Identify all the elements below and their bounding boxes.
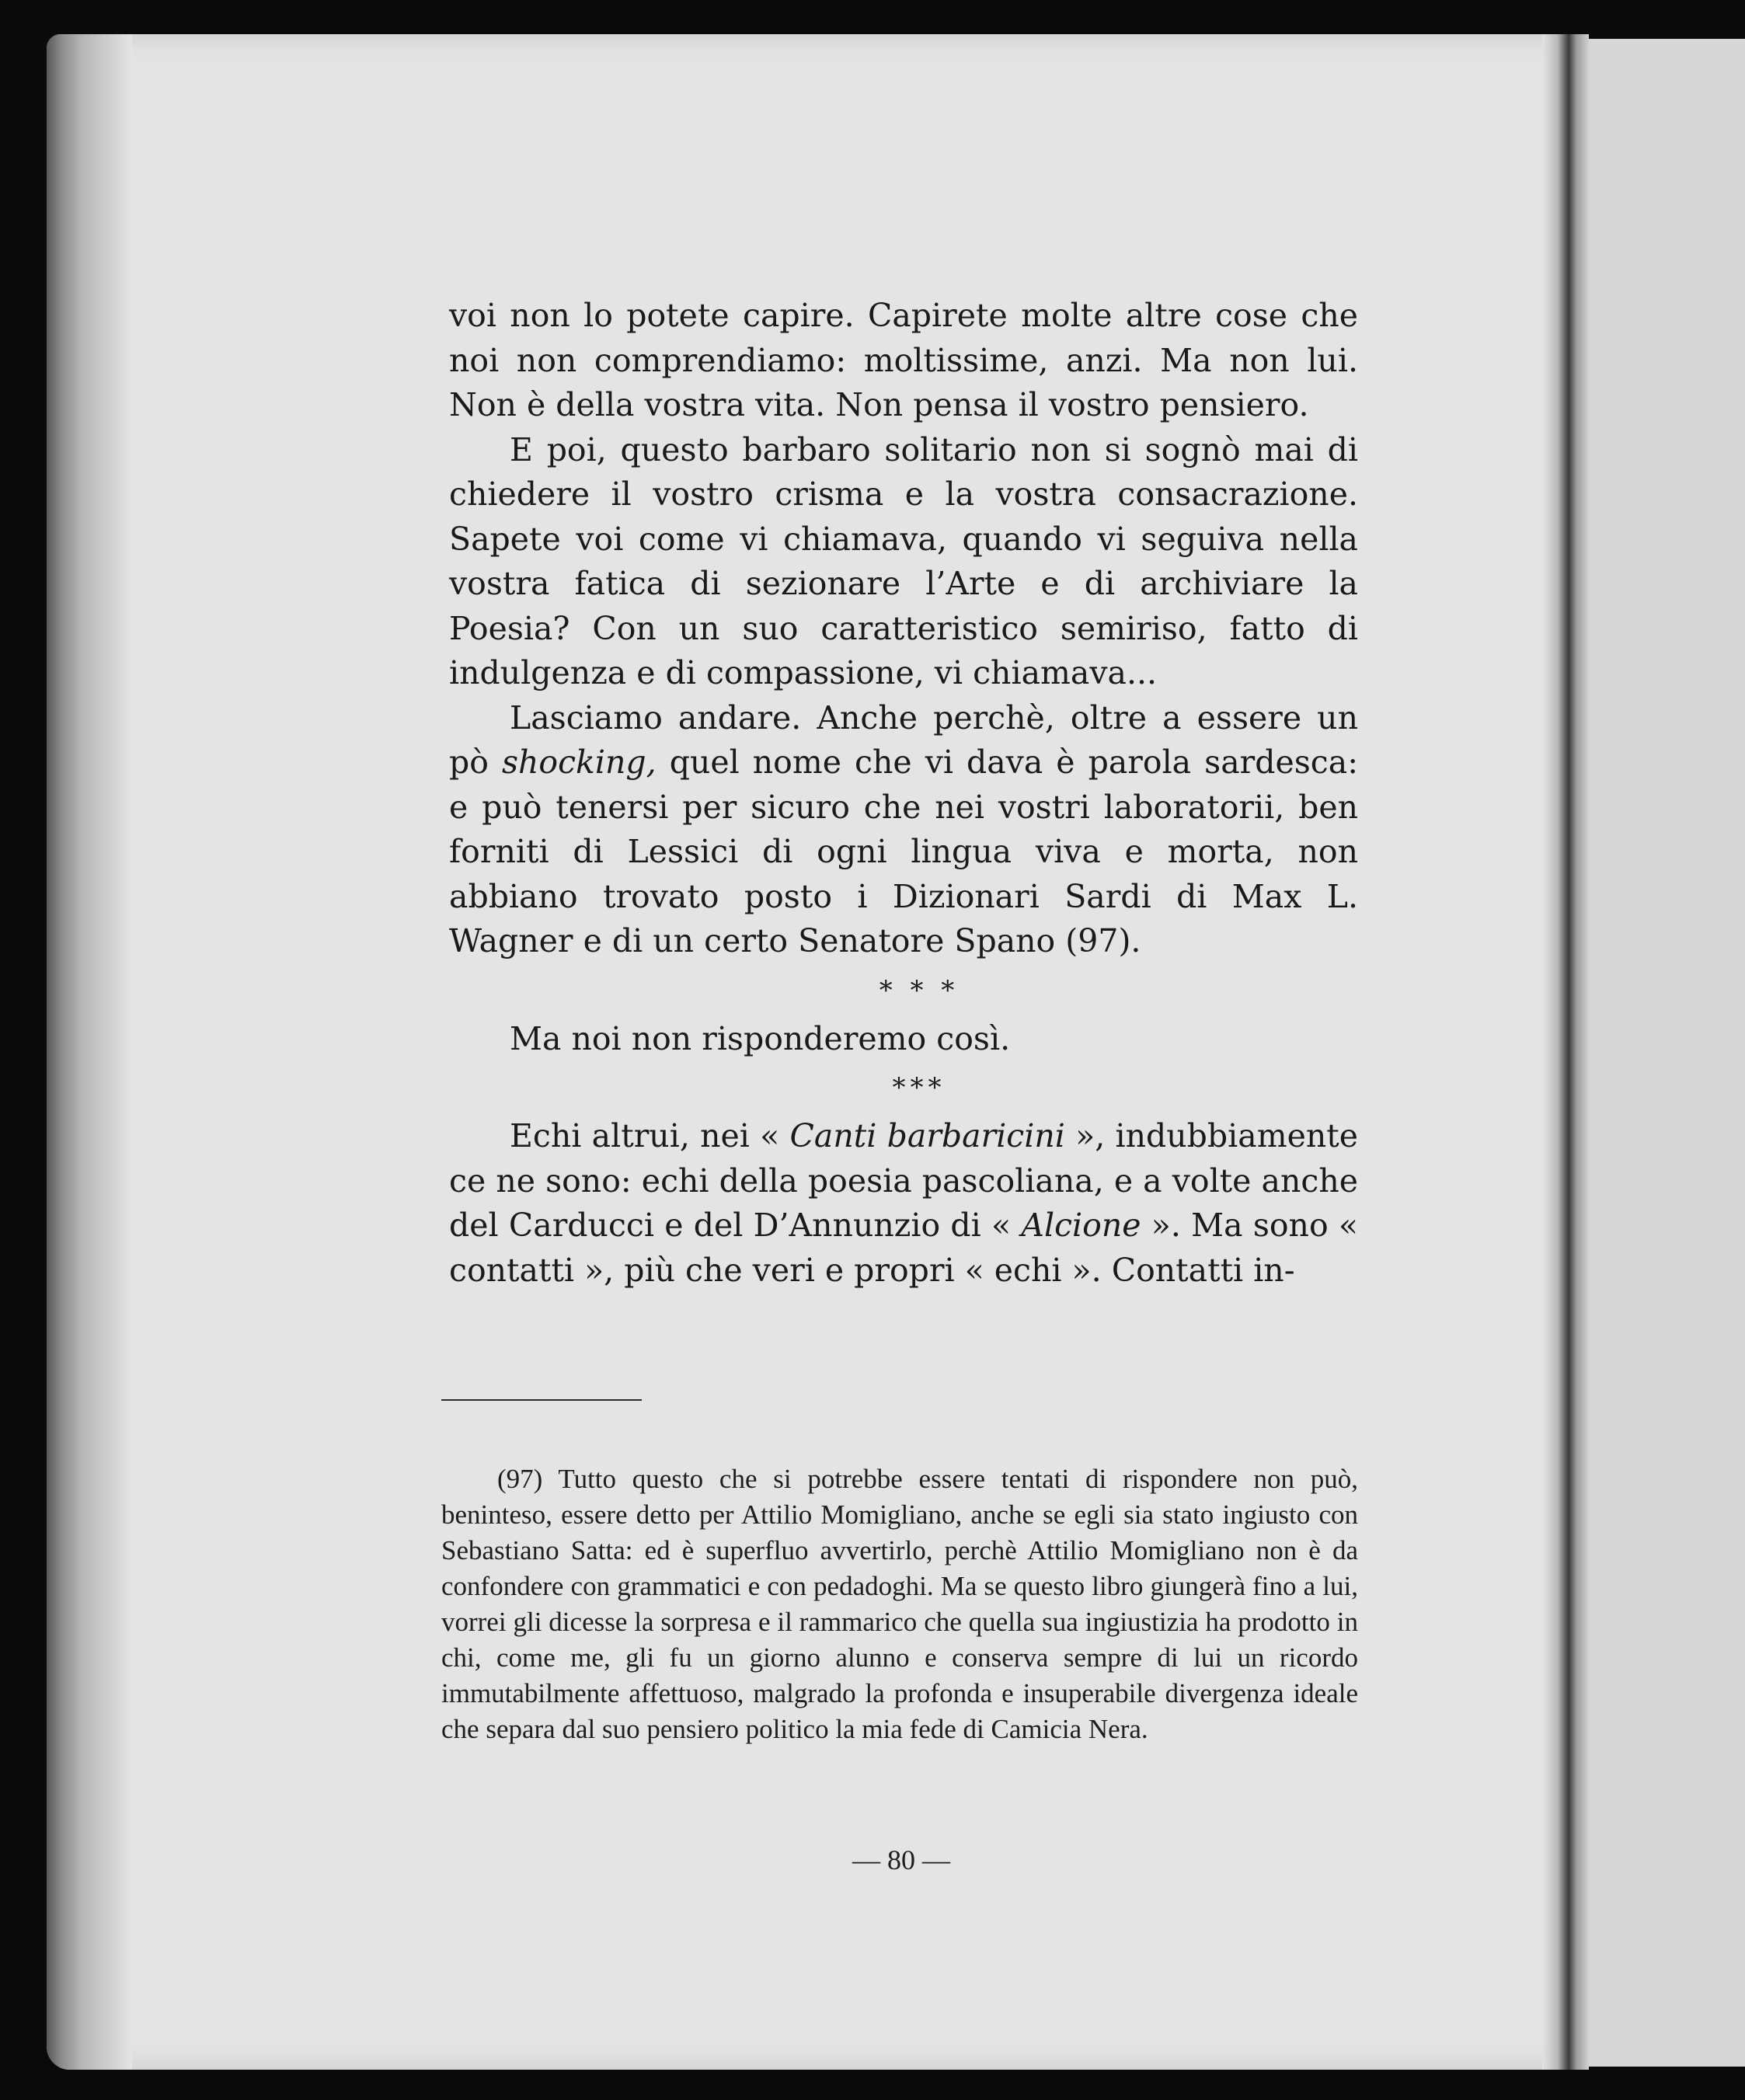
- body-paragraph: [449, 1017, 1358, 1062]
- book-gutter: [1542, 34, 1589, 2070]
- text-run: ». Ma sono « contatti », più che veri e propri « echi ». Contatti in-: [449, 1207, 1358, 1289]
- text-run: E poi, questo barbaro solitario non si sognò mai di chiedere il vostro crisma e la vostra consacrazione. Sapete voi come vi chiamava, quando vi seguiva nella vostra fatica di sezionare l’Arte e di archiviare la Poesia? Con un suo caratteristico semiriso, fatto di indulgenza e di compassione, vi chiamava...: [449, 430, 1358, 691]
- footnote-97: (97) Tutto questo che si potrebbe essere tentati di rispondere non può, beninteso, essere detto per Attilio Momigliano, anche se egli sia stato ingiusto con Sebastiano Satta: ed è superfluo avvertirlo, perchè Attilio Momigliano non è da confondere con grammatici e con pedadoghi. Ma se questo libro giungerà fino a lui, vorrei gli dicesse la sorpresa e il rammarico che quella sua ingiustizia ha prodotto in chi, come me, gli fu un giorno alunno e conserva sempre di lui un ricordo immutabilmente affettuoso, malgrado la profonda e insuperabile divergenza ideale che separa dal suo pensiero politico la mia fede di Camicia Nera.: [441, 1464, 1358, 1744]
- page-stack-edge: [47, 34, 132, 2070]
- footnote-divider: [441, 1399, 642, 1401]
- page-number: — 80 —: [852, 1844, 950, 1875]
- text-run: Ma noi non risponderemo così.: [510, 1019, 1011, 1057]
- body-paragraph: [449, 428, 1358, 696]
- text-run: quel nome che vi dava è parola sardesca: e può tenersi per sicuro che nei vostri laboratorii, ben forniti di Lessici di ogni lingua viva e morta, non abbiano trovato posto i Dizionari Sardi di Max L. Wagner e di un certo Senatore Spano (97).: [449, 744, 1359, 959]
- body-paragraph: [449, 696, 1358, 964]
- section-separator: ***: [892, 1072, 946, 1103]
- text-run: », indubbiamente ce ne sono: echi della poesia pascoliana, e a volte anche del Carducci e del D’Annunzio di «: [449, 1117, 1358, 1244]
- section-separator: * * *: [879, 974, 960, 1006]
- body-text: [449, 294, 1358, 1293]
- body-paragraph: [449, 1114, 1358, 1293]
- body-paragraph: [449, 294, 1358, 428]
- italic-text: Alcione: [1021, 1207, 1141, 1244]
- facing-page-edge: [1585, 39, 1745, 2067]
- italic-text: Canti barbaricini: [789, 1117, 1065, 1154]
- text-run: Lasciamo andare. Anche perchè, oltre a essere un pò: [449, 698, 1358, 781]
- text-run: voi non lo potete capire. Capirete molte altre cose che noi non comprendiamo: moltissime, anzi. Ma non lui. Non è della vostra vita. Non pensa il vostro pensiero.: [449, 297, 1358, 423]
- italic-text: shocking,: [501, 744, 657, 781]
- text-run: Echi altrui, nei «: [510, 1117, 790, 1154]
